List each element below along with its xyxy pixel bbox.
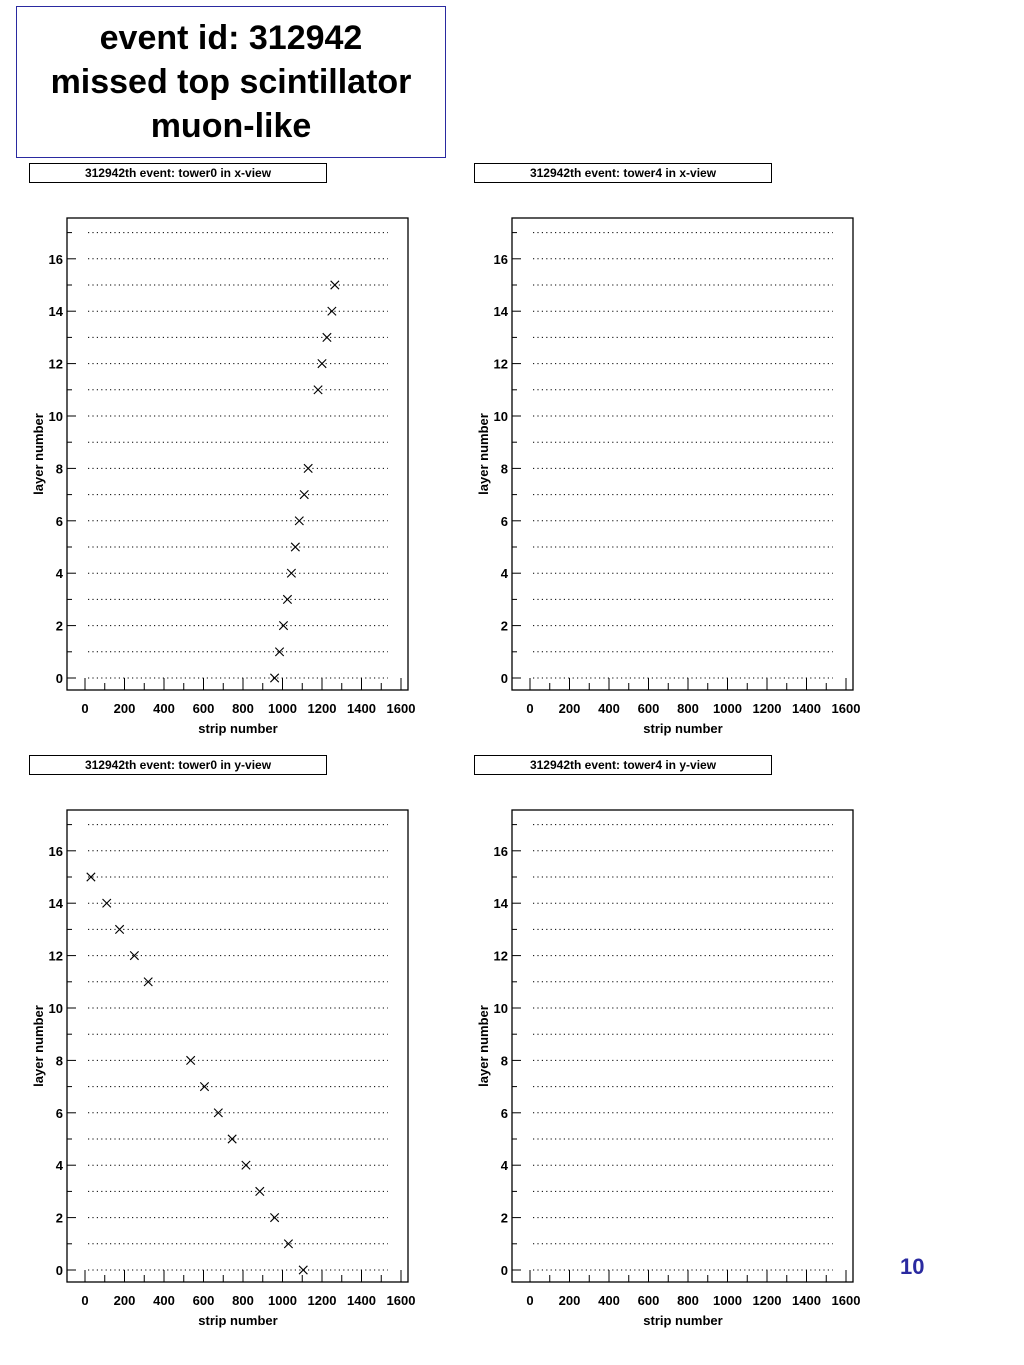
y-axis-title: layer number (476, 413, 491, 495)
y-tick-label: 2 (500, 1210, 508, 1226)
y-tick-label: 14 (48, 896, 63, 912)
y-tick-label: 12 (493, 356, 508, 372)
y-tick-label: 2 (500, 618, 508, 634)
x-tick-label: 400 (598, 701, 620, 716)
x-tick-label: 200 (113, 1293, 136, 1308)
y-tick-label: 12 (48, 356, 63, 372)
plot-frame (512, 218, 853, 690)
y-tick-label: 0 (500, 1263, 508, 1278)
y-tick-label: 10 (48, 1001, 63, 1016)
y-tick-label: 10 (493, 409, 508, 424)
slide-title-line-1: event id: 312942 (99, 19, 363, 57)
y-tick-label: 6 (500, 513, 508, 529)
x-tick-label: 400 (598, 1293, 620, 1308)
x-tick-label: 800 (677, 1293, 699, 1308)
y-tick-label: 16 (48, 843, 63, 859)
y-tick-label: 14 (493, 304, 508, 320)
x-tick-label: 600 (192, 1293, 215, 1308)
y-tick-label: 6 (55, 513, 63, 529)
x-tick-label: 600 (637, 701, 660, 716)
x-tick-label: 1400 (347, 701, 376, 716)
y-tick-label: 0 (55, 671, 63, 686)
y-tick-label: 6 (500, 1105, 508, 1121)
panel-title-tower0-y: 312942th event: tower0 in y-view (29, 755, 327, 775)
y-tick-label: 4 (55, 1158, 63, 1174)
x-tick-label: 0 (526, 1293, 534, 1308)
y-tick-label: 2 (55, 618, 63, 634)
x-tick-label: 200 (113, 701, 136, 716)
plot-frame (512, 810, 853, 1282)
x-tick-label: 1200 (752, 1293, 782, 1308)
slide-title-line-3: muon-like (150, 107, 312, 145)
x-tick-label: 1600 (386, 701, 416, 716)
x-tick-label: 600 (192, 701, 215, 716)
y-tick-label: 14 (493, 896, 508, 912)
x-tick-label: 200 (558, 701, 581, 716)
y-tick-label: 4 (500, 1158, 508, 1174)
x-tick-label: 1600 (831, 1293, 861, 1308)
x-axis-title: strip number (643, 721, 723, 736)
page-number: 10 (900, 1254, 925, 1279)
y-axis-title: layer number (476, 1005, 491, 1087)
x-axis-title: strip number (198, 1313, 278, 1328)
x-tick-label: 800 (232, 1293, 254, 1308)
y-tick-label: 16 (48, 251, 63, 267)
x-tick-label: 800 (677, 701, 699, 716)
x-tick-label: 1000 (268, 1293, 297, 1308)
y-tick-label: 16 (493, 843, 508, 859)
chart-tower4-y-view (445, 782, 885, 1334)
x-tick-label: 1400 (792, 701, 821, 716)
y-tick-label: 0 (500, 671, 508, 686)
plot-frame (67, 218, 408, 690)
x-tick-label: 1600 (831, 701, 861, 716)
x-tick-label: 1400 (347, 1293, 376, 1308)
y-axis-title: layer number (31, 413, 46, 495)
y-tick-label: 10 (48, 409, 63, 424)
y-tick-label: 16 (493, 251, 508, 267)
plot-frame (67, 810, 408, 1282)
slide-title-line-2: missed top scintillator (50, 63, 412, 101)
chart-tower0-y-view (0, 782, 440, 1334)
y-tick-label: 4 (500, 566, 508, 582)
x-tick-label: 1200 (307, 1293, 337, 1308)
x-tick-label: 400 (153, 701, 175, 716)
y-tick-label: 6 (55, 1105, 63, 1121)
x-tick-label: 0 (526, 701, 534, 716)
y-tick-label: 2 (55, 1210, 63, 1226)
chart-tower4-x-view (445, 190, 885, 742)
y-tick-label: 10 (493, 1001, 508, 1016)
x-tick-label: 1000 (713, 1293, 742, 1308)
x-tick-label: 400 (153, 1293, 175, 1308)
x-tick-label: 1200 (752, 701, 782, 716)
slide-title-box (16, 6, 446, 158)
x-axis-title: strip number (643, 1313, 723, 1328)
panel-title-tower0-x: 312942th event: tower0 in x-view (29, 163, 327, 183)
x-tick-label: 0 (81, 701, 89, 716)
x-tick-label: 200 (558, 1293, 581, 1308)
y-tick-label: 12 (493, 948, 508, 964)
y-tick-label: 4 (55, 566, 63, 582)
y-tick-label: 8 (55, 1053, 63, 1069)
y-tick-label: 8 (500, 461, 508, 477)
y-tick-label: 0 (55, 1263, 63, 1278)
x-tick-label: 1200 (307, 701, 337, 716)
y-tick-label: 8 (55, 461, 63, 477)
x-tick-label: 1400 (792, 1293, 821, 1308)
x-tick-label: 800 (232, 701, 254, 716)
y-axis-title: layer number (31, 1005, 46, 1087)
x-tick-label: 1600 (386, 1293, 416, 1308)
x-axis-title: strip number (198, 721, 278, 736)
x-tick-label: 1000 (713, 701, 742, 716)
x-tick-label: 600 (637, 1293, 660, 1308)
y-tick-label: 14 (48, 304, 63, 320)
x-tick-label: 1000 (268, 701, 297, 716)
chart-tower0-x-view (0, 190, 440, 742)
panel-title-tower4-x: 312942th event: tower4 in x-view (474, 163, 772, 183)
panel-title-tower4-y: 312942th event: tower4 in y-view (474, 755, 772, 775)
x-tick-label: 0 (81, 1293, 89, 1308)
y-tick-label: 12 (48, 948, 63, 964)
y-tick-label: 8 (500, 1053, 508, 1069)
